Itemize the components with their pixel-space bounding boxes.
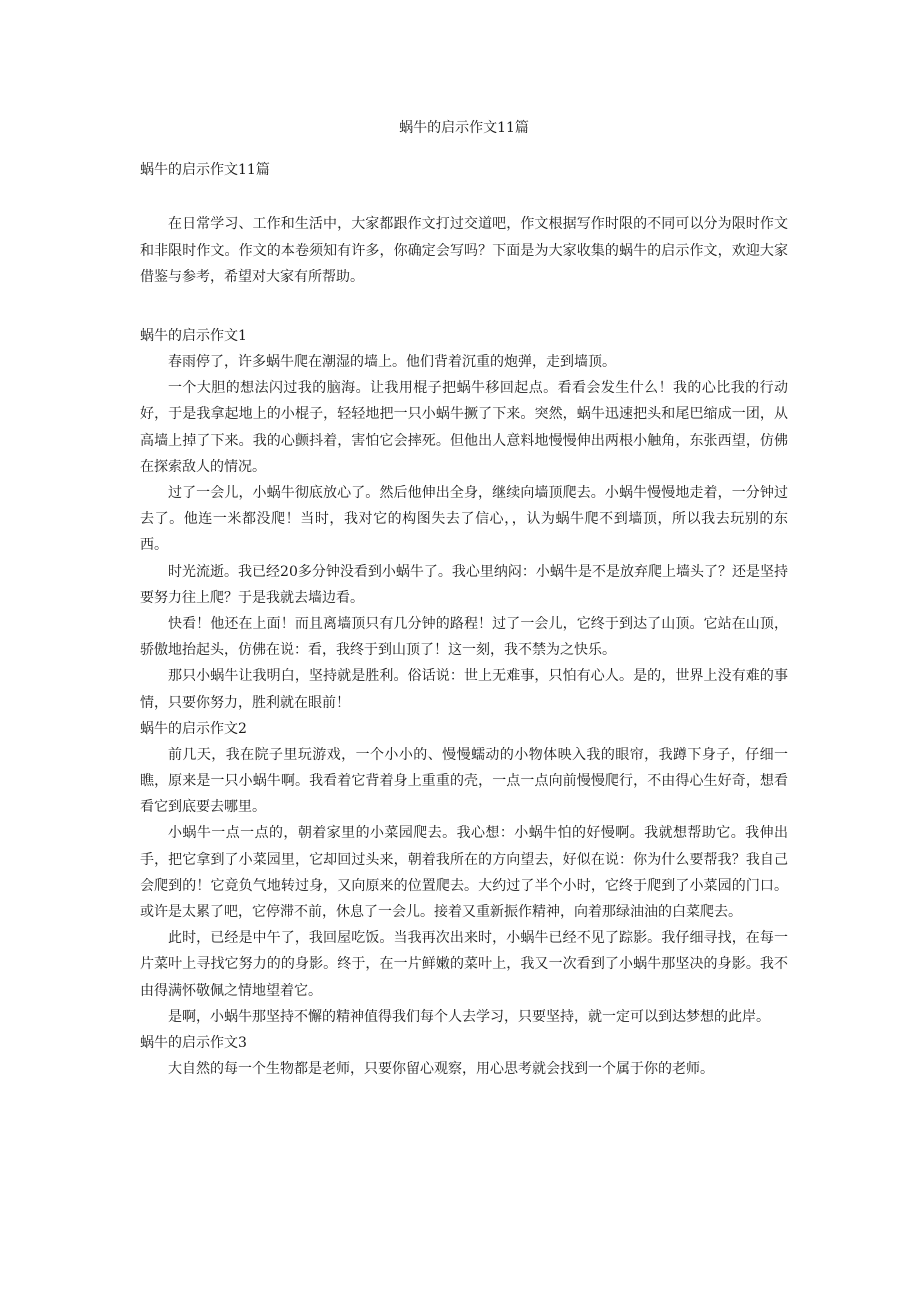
essay-list: [140, 323, 788, 1082]
essay-paragraph: 此时，已经是中午了，我回屋吃饭。当我再次出来时，小蜗牛已经不见了踪影。我仔细寻找，在每一片菜叶上寻找它努力的的身影。终于，在一片鲜嫩的菜叶上，我又一次看到了小蜗牛那坚决的身影。我不由得满怀敬佩之情地望着它。: [140, 930, 788, 999]
essay-paragraph: 是啊，小蜗牛那坚持不懈的精神值得我们每个人去学习，只要坚持，就一定可以到达梦想的此岸。: [168, 1008, 770, 1025]
essay-section: [140, 323, 788, 716]
essay-paragraph: 快看！他还在上面！而且离墙顶只有几分钟的路程！过了一会儿，它终于到达了山顶。它站在山顶，骄傲地抬起头，仿佛在说：看，我终于到山顶了！这一刻，我不禁为之快乐。: [140, 616, 788, 659]
essay-heading: 蜗牛的启示作文2: [140, 720, 247, 737]
essay-paragraph: 前几天，我在院子里玩游戏，一个小小的、慢慢蠕动的小物体映入我的眼帘，我蹲下身子，仔细一瞧，原来是一只小蜗牛啊。我看着它背着身上重重的壳，一点一点向前慢慢爬行，不由得心生好奇，想看看它到底要去哪里。: [140, 746, 788, 816]
essay-paragraph: 过了一会儿，小蜗牛彻底放心了。然后他伸出全身，继续向墙顶爬去。小蜗牛慢慢地走着，一分钟过去了。他连一米都没爬！当时，我对它的构图失去了信心，，认为蜗牛爬不到墙顶，所以我去玩别的东西。: [140, 485, 788, 554]
essay-section: [140, 716, 788, 1030]
essay-paragraph: 小蜗牛一点一点的，朝着家里的小菜园爬去。我心想：小蜗牛怕的好慢啊。我就想帮助它。我伸出手，把它拿到了小菜园里，它却回过头来，朝着我所在的方向望去，好似在说：你为什么要帮我？我自己会爬到的！它竟负气地转过身，又向原来的位置爬去。大约过了半个小时，它终于爬到了小菜园的门口。或许是太累了吧，它停滞不前，休息了一会儿。接着又重新振作精神，向着那绿油油的白菜爬去。: [140, 825, 788, 921]
essay-heading: 蜗牛的启示作文1: [140, 328, 247, 344]
essay-paragraph: 那只小蜗牛让我明白，坚持就是胜利。俗话说：世上无难事，只怕有心人。是的，世界上没有难的事情，只要你努力，胜利就在眼前！: [140, 668, 788, 711]
essay-section: [140, 1030, 788, 1082]
essay-paragraph: 大自然的每一个生物都是老师，只要你留心观察，用心思考就会找到一个属于你的老师。: [168, 1061, 714, 1078]
document-subtitle: 蜗牛的启示作文11篇: [140, 162, 270, 178]
essay-paragraph: 一个大胆的想法闪过我的脑海。让我用棍子把蜗牛移回起点。看看会发生什么！我的心比我的行动好，于是我拿起地上的小棍子，轻轻地把一只小蜗牛撅了下来。突然，蜗牛迅速把头和尾巴缩成一团，从高墙上掉了下来。我的心颤抖着，害怕它会摔死。但他出人意料地慢慢伸出两根小触角，东张西望，仿佛在探索敌人的情况。: [140, 380, 788, 475]
essay-paragraph: 春雨停了，许多蜗牛爬在潮湿的墙上。他们背着沉重的炮弹，走到墙顶。: [168, 354, 616, 370]
document-title: 蜗牛的启示作文11篇: [399, 120, 529, 136]
intro-paragraph: 在日常学习、工作和生活中，大家都跟作文打过交道吧，作文根据写作时限的不同可以分为限时作文和非限时作文。作文的本卷须知有许多，你确定会写吗？下面是为大家收集的蜗牛的启示作文，欢迎大家借鉴与参考，希望对大家有所帮助。: [140, 216, 788, 285]
essay-paragraph: 时光流逝。我已经20多分钟没看到小蜗牛了。我心里纳闷：小蜗牛是不是放弃爬上墙头了？还是坚持要努力往上爬？于是我就去墙边看。: [140, 563, 788, 606]
essay-heading: 蜗牛的启示作文3: [140, 1035, 247, 1052]
